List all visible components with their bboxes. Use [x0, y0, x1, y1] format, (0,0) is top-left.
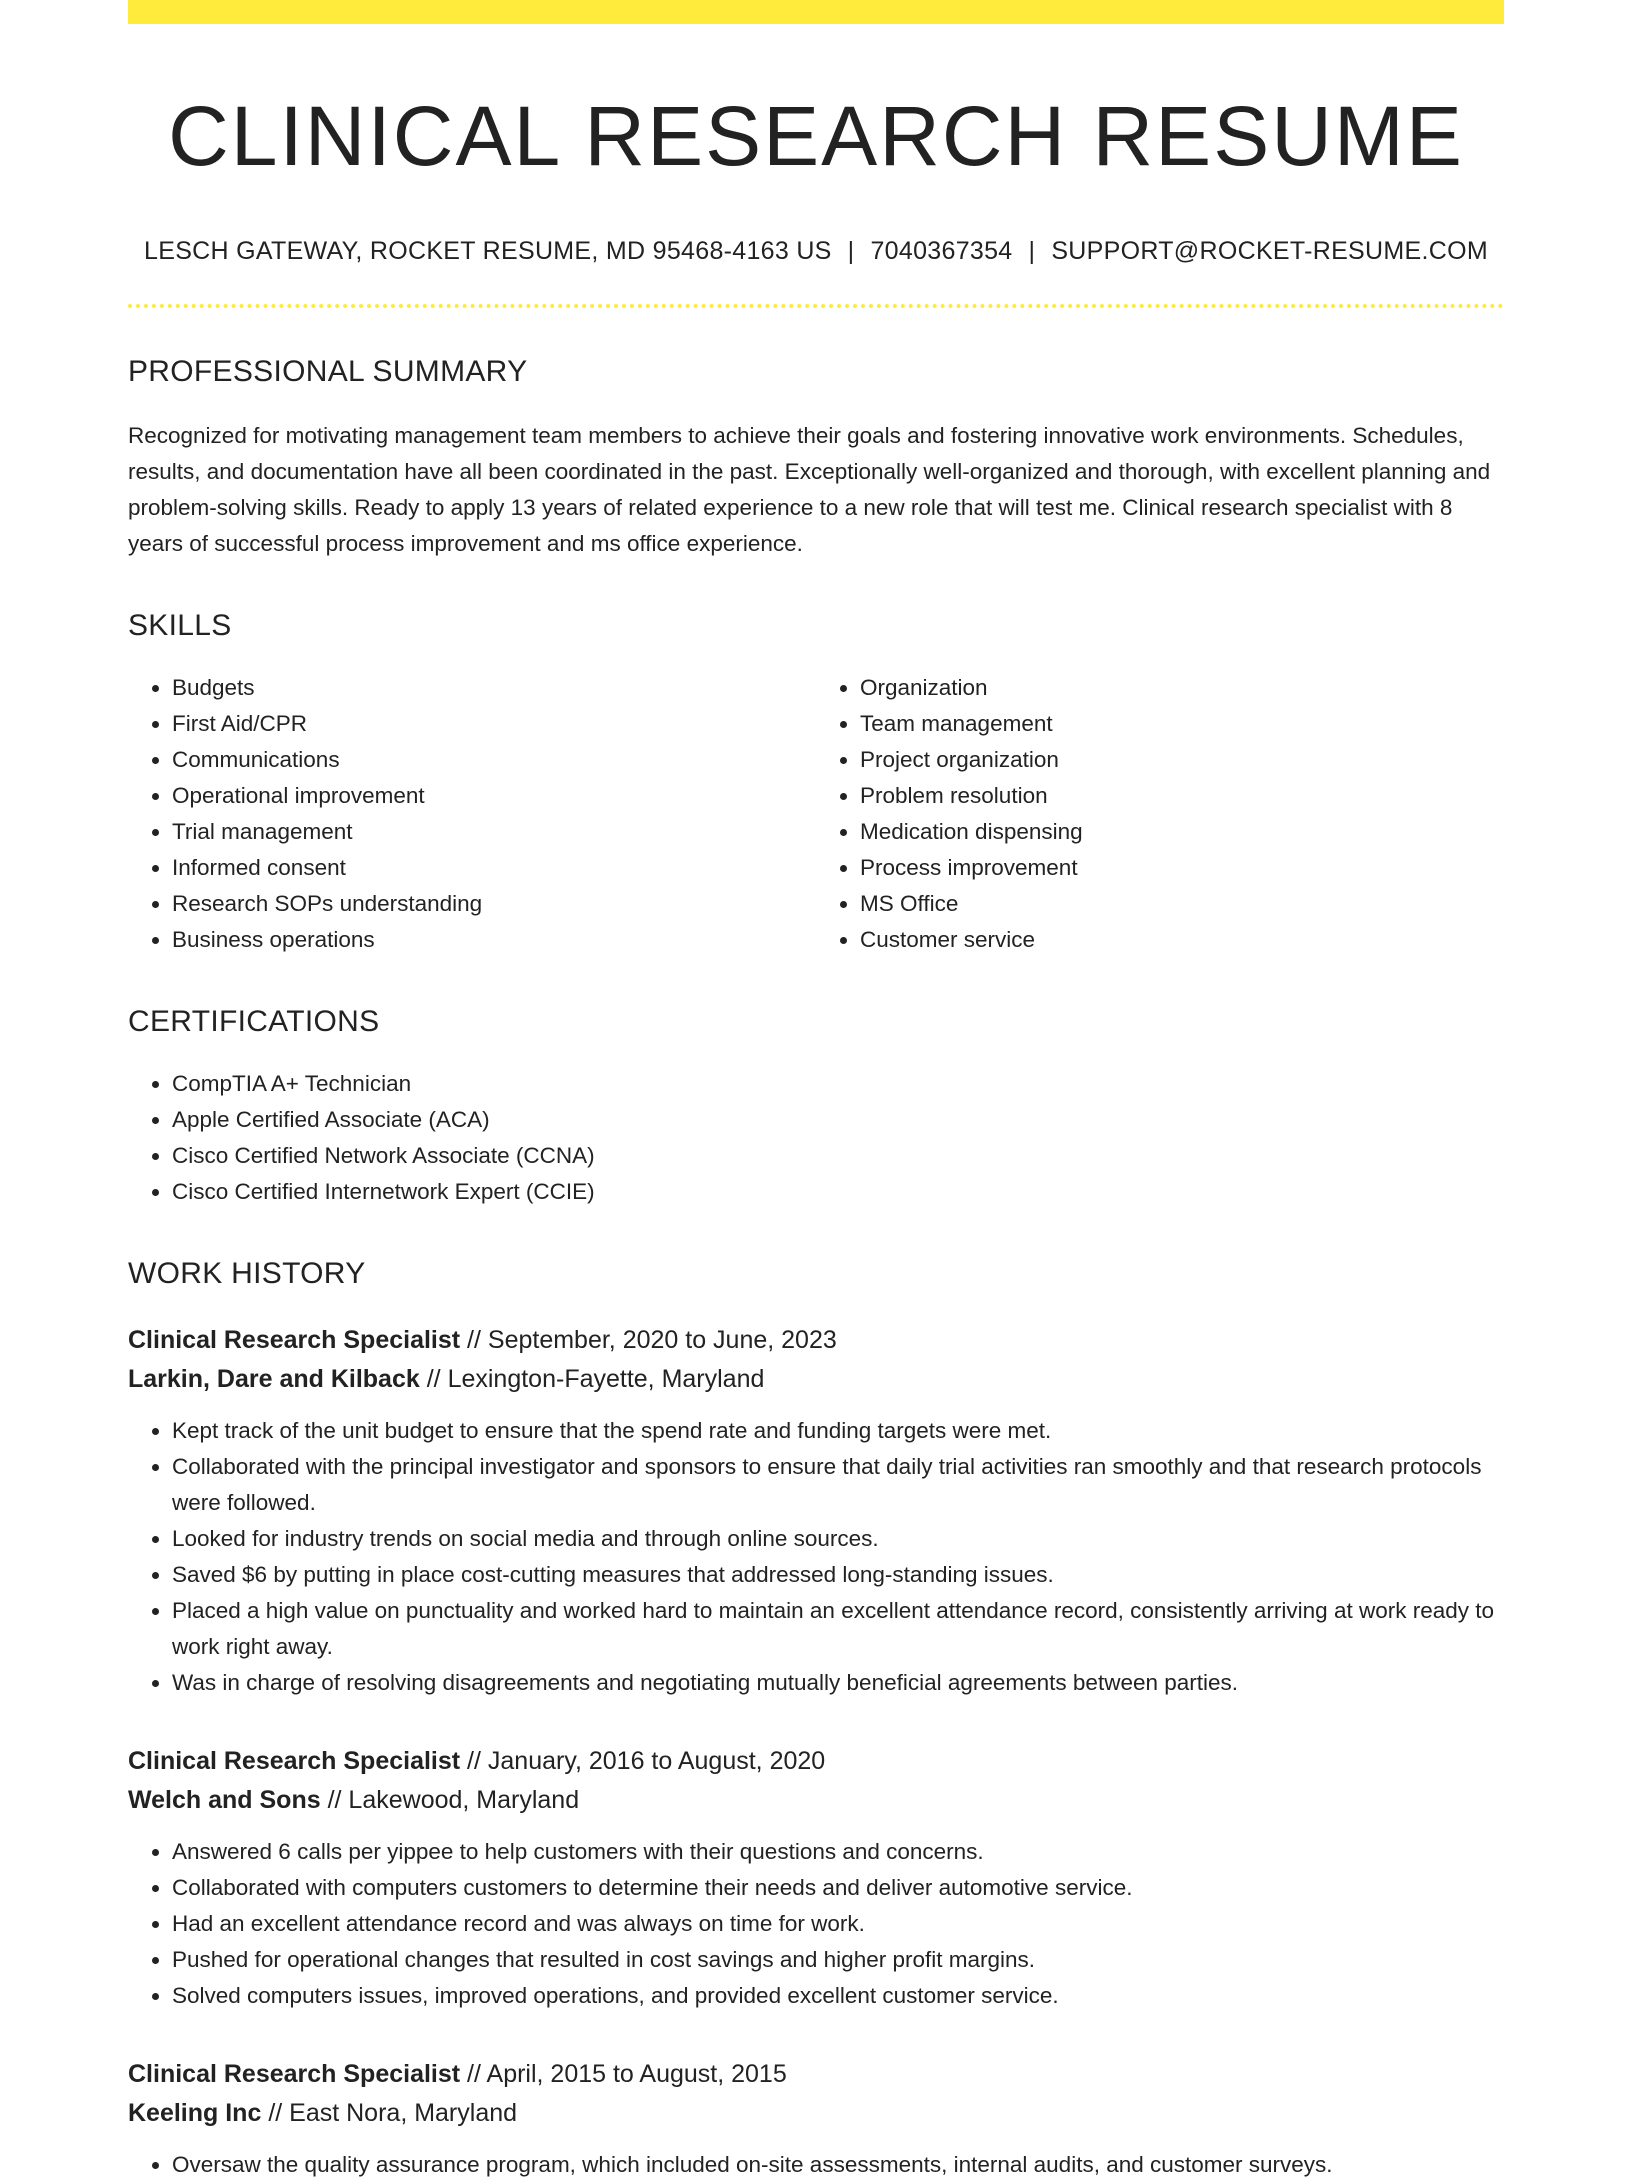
contact-line [128, 237, 1504, 266]
job-title: Clinical Research Specialist [128, 1746, 461, 1775]
skill-item: • Business operations [172, 922, 816, 958]
skill-item: • Problem resolution [860, 778, 1504, 814]
email-link[interactable]: SUPPORT@ROCKET-RESUME.COM [1051, 236, 1488, 265]
skill-item: • Budgets [172, 670, 816, 706]
skill-item: • Trial management [172, 814, 816, 850]
company-name: Larkin, Dare and Kilback [128, 1364, 420, 1393]
job-duties-list [128, 2147, 1504, 2183]
skill-item: • Process improvement [860, 850, 1504, 886]
summary-text: Recognized for motivating management team members to achieve their goals and fostering innovative work environments. Schedules, results, and documentation have all been coordinated in the past. Exceptionally well-organized and thorough, with excellent planning and problem-solving skills. Ready to apply 13 years of related experience to a new role that will test me. Clinical research specialist with 8 years of successful process improvement and ms office experience. [128, 422, 1491, 556]
duty-item: • Pushed for operational changes that resulted in cost savings and higher profit margins. [172, 1942, 1504, 1978]
accent-bar [128, 0, 1504, 24]
certification-item: • CompTIA A+ Technician [172, 1066, 1504, 1102]
skill-item: • Organization [860, 670, 1504, 706]
certification-item: • Cisco Certified Network Associate (CCNA) [172, 1138, 1504, 1174]
job-dates: // September, 2020 to June, 2023 [460, 1325, 837, 1354]
phone: 7040367354 [870, 236, 1013, 265]
skills-columns [128, 670, 1504, 958]
job-dates: // January, 2016 to August, 2020 [460, 1746, 826, 1775]
certification-item: • Apple Certified Associate (ACA) [172, 1102, 1504, 1138]
skill-item: • Customer service [860, 922, 1504, 958]
duty-item: • Answered 6 calls per yippee to help customers with their questions and concerns. [172, 1834, 1504, 1870]
skill-item: • Project organization [860, 742, 1504, 778]
job-title-line [128, 1320, 1504, 1360]
resume-page [128, 0, 1504, 2183]
job-company-line [128, 1781, 1504, 1820]
contact-separator: | [1028, 236, 1036, 265]
address: LESCH GATEWAY, ROCKET RESUME, MD 95468-4163 US [144, 236, 832, 265]
duty-item: • Placed a high value on punctuality and worked hard to maintain an excellent attendance record, consistently arriving at work ready to work right away. [172, 1593, 1504, 1665]
company-name: Keeling Inc [128, 2098, 262, 2127]
skill-item: • Research SOPs understanding [172, 886, 816, 922]
skill-item: • Medication dispensing [860, 814, 1504, 850]
skills-list-right [816, 670, 1504, 958]
job-duties-list [128, 1834, 1504, 2014]
summary-heading: PROFESSIONAL SUMMARY [128, 354, 528, 388]
job-company-line [128, 2094, 1504, 2133]
certifications-list [128, 1066, 1504, 1210]
certification-item: • Cisco Certified Internetwork Expert (CCIE) [172, 1174, 1504, 1210]
job-company-line [128, 1360, 1504, 1399]
skill-item: • Team management [860, 706, 1504, 742]
skills-list-left [128, 670, 816, 958]
dotted-divider [128, 304, 1504, 308]
job-title: Clinical Research Specialist [128, 1325, 461, 1354]
duty-item: • Had an excellent attendance record and was always on time for work. [172, 1906, 1504, 1942]
certifications-heading: CERTIFICATIONS [128, 1004, 380, 1038]
skill-item: • Communications [172, 742, 816, 778]
job-duties-list [128, 1413, 1504, 1701]
resume-title: CLINICAL RESEARCH RESUME [168, 89, 1464, 183]
job-title-line [128, 2054, 1504, 2094]
company-location: // Lakewood, Maryland [320, 1785, 580, 1814]
duty-item: • Was in charge of resolving disagreements and negotiating mutually beneficial agreements between parties. [172, 1665, 1504, 1701]
job-title: Clinical Research Specialist [128, 2059, 461, 2088]
skill-item: • Operational improvement [172, 778, 816, 814]
company-name: Welch and Sons [128, 1785, 321, 1814]
duty-item: • Oversaw the quality assurance program, which included on-site assessments, internal audits, and customer surveys. [172, 2147, 1504, 2183]
duty-item: • Collaborated with the principal investigator and sponsors to ensure that daily trial activities ran smoothly and that research protocols were followed. [172, 1449, 1504, 1521]
skill-item: • MS Office [860, 886, 1504, 922]
duty-item: • Saved $6 by putting in place cost-cutting measures that addressed long-standing issues. [172, 1557, 1504, 1593]
work-history-heading: WORK HISTORY [128, 1256, 366, 1290]
contact-separator: | [847, 236, 855, 265]
skill-item: • Informed consent [172, 850, 816, 886]
company-location: // Lexington-Fayette, Maryland [419, 1364, 765, 1393]
job-title-line [128, 1741, 1504, 1781]
skill-item: • First Aid/CPR [172, 706, 816, 742]
duty-item: • Kept track of the unit budget to ensure that the spend rate and funding targets were met. [172, 1413, 1504, 1449]
duty-item: • Looked for industry trends on social media and through online sources. [172, 1521, 1504, 1557]
skills-heading: SKILLS [128, 608, 232, 642]
duty-item: • Collaborated with computers customers to determine their needs and deliver automotive service. [172, 1870, 1504, 1906]
duty-item: • Solved computers issues, improved operations, and provided excellent customer service. [172, 1978, 1504, 2014]
company-location: // East Nora, Maryland [261, 2098, 518, 2127]
job-dates: // April, 2015 to August, 2015 [460, 2059, 787, 2088]
